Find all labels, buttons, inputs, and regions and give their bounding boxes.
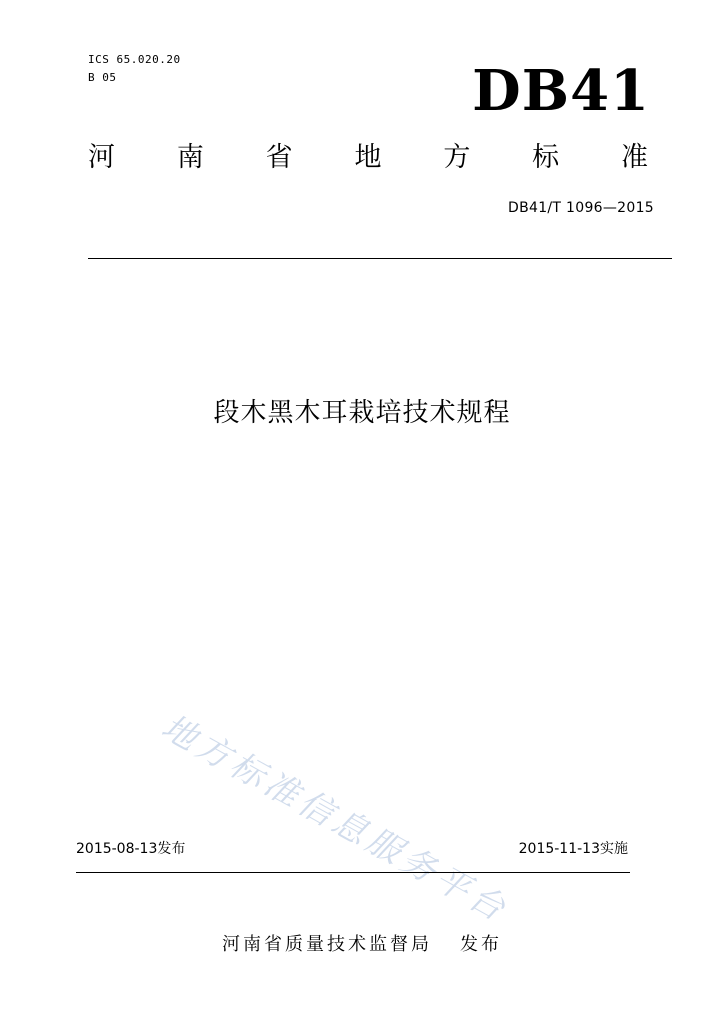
standard-type-char: 地 <box>354 142 382 173</box>
implement-date: 2015-11-13实施 <box>518 841 628 857</box>
issuer-action: 发布 <box>460 934 502 955</box>
standard-type-char: 准 <box>620 142 648 173</box>
watermark: 地方标准信息服务平台 <box>154 706 516 932</box>
publish-date: 2015-08-13发布 <box>76 841 186 857</box>
document-title: 段木黑木耳栽培技术规程 <box>213 398 511 428</box>
standard-type-char: 南 <box>176 142 204 173</box>
footer-divider <box>76 872 630 873</box>
header-divider <box>88 258 672 259</box>
standard-type-char: 河 <box>88 142 115 173</box>
standard-type-char: 省 <box>265 142 293 173</box>
ics-code: ICS 65.020.20 <box>88 53 181 66</box>
issuer-name: 河南省质量技术监督局 <box>222 934 432 955</box>
ccs-code: B 05 <box>88 71 117 84</box>
issuer-line <box>0 930 724 956</box>
standard-code-logo: DB41 <box>472 58 650 124</box>
standard-type-char: 标 <box>532 142 560 173</box>
standard-type-char: 方 <box>443 142 471 173</box>
standard-type-heading <box>88 140 648 176</box>
standard-number: DB41/T 1096—2015 <box>508 200 654 216</box>
